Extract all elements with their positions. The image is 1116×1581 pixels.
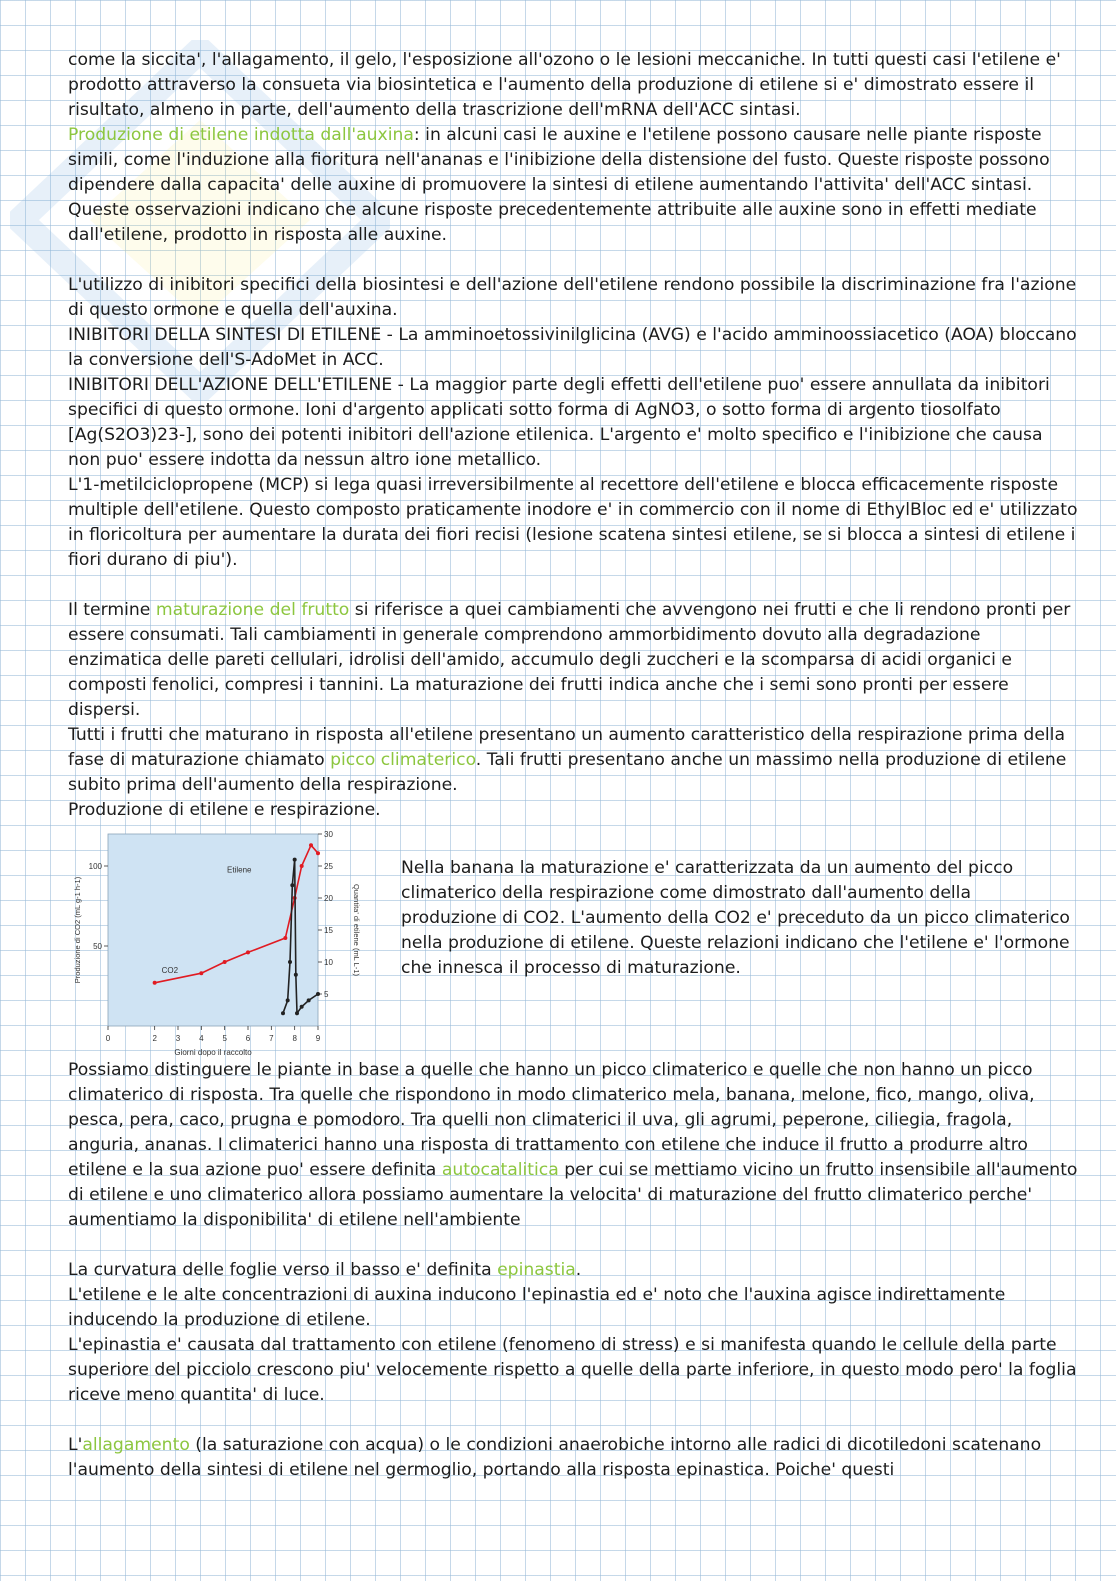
data-point-etilene: [300, 1005, 304, 1009]
data-point-etilene: [281, 1011, 285, 1015]
text-run: si riferisce a quei cambiamenti che avvengono nei frutti e che li rendono pronti per essere consumati. Tali cambiamenti in generale comprendono ammorbidimento dovuto alla degradazione enzimatica delle pareti cellulari, idrolisi dell'amido, accumulo degli zuccheri e la scomparsa di acidi organici e composti fenolici, compresi i tannini. La maturazione dei frutti indica anche che i semi sono pronti per essere dispersi.: [68, 600, 1071, 720]
highlighted-term: autocatalitica: [441, 1160, 559, 1180]
data-point-co2: [223, 960, 227, 964]
y-right-tick-label: 30: [324, 830, 333, 839]
x-tick-label: 9: [315, 1034, 321, 1043]
paragraph: [68, 1258, 1078, 1283]
text-run: Possiamo distinguere le piante in base a quelle che hanno un picco climaterico e quelle che non hanno un picco climaterico di risposta. Tra quelle che rispondono in modo climaterico mela, banana, melone, fico, mango, oliva, pesca, pera, caco, prugna e pomodoro. Tra quelli non climaterici il uva, gli agrumi, peperone, ciliegia, fragola, anguria, ananas. I climaterici hanno una risposta di trattamento con etilene che induce il frutto a produrre altro etilene e la sua azione puo' essere definita: [68, 1060, 1035, 1180]
paragraph: [68, 1283, 1078, 1333]
text-run: Il termine: [68, 600, 156, 620]
text-run: : in alcuni casi le auxine e l'etilene possono causare nelle piante risposte simili, come l'induzione alla fioritura nell'ananas e l'inibizione della distensione del fusto. Queste risposte possono dipendere dalla capacita' delle auxine di promuovere la sintesi di etilene aumentando l'attivita' dell'ACC sintasi. Queste osservazioni indicano che alcune risposte precedentemente attribuite alle auxine sono in effetti mediate dall'etilene, prodotto in risposta alle auxine.: [68, 125, 1050, 245]
series-label-etilene: Etilene: [227, 865, 252, 875]
paragraph: [68, 48, 1078, 123]
page-content: [68, 48, 1078, 1483]
text-block-bottom: [68, 1058, 1078, 1483]
paragraph-spacer: [68, 248, 1078, 273]
x-tick-label: 3: [175, 1034, 181, 1043]
chart-ethylene-respiration: [68, 826, 368, 1058]
text-run: (la saturazione con acqua) o le condizioni anaerobiche intorno alle radici di dicotiledoni scatenano l'aumento della sintesi di etilene nel germoglio, portando alla risposta epinastica. Poiche' questi: [68, 1435, 1042, 1480]
x-tick-label: 2: [152, 1034, 157, 1043]
data-point-co2: [309, 843, 313, 847]
text-run: . Tali frutti presentano anche un massimo nella produzione di etilene subito prima dell'aumento della respirazione.: [68, 750, 1067, 795]
data-point-co2: [283, 936, 287, 940]
paragraph: [68, 323, 1078, 373]
x-axis-label: Giorni dopo il raccolto: [174, 1048, 252, 1057]
highlighted-term: Produzione di etilene indotta dall'auxina: [68, 125, 414, 145]
data-point-etilene: [290, 883, 294, 887]
paragraph: [68, 1058, 1078, 1233]
y-right-tick-label: 5: [324, 990, 329, 999]
text-run: come la siccita', l'allagamento, il gelo, l'esposizione all'ozono o le lesioni meccaniche. In tutti questi casi l'etilene e' prodotto attraverso la consueta via biosintetica e l'aumento della produzione di etilene si e' dimostrato essere il risultato, almeno in parte, dell'aumento della trascrizione dell'mRNA dell'ACC sintasi.: [68, 50, 1061, 120]
data-point-etilene: [288, 960, 292, 964]
chart-svg: [68, 826, 368, 1058]
paragraph-spacer: [68, 573, 1078, 598]
text-run: L': [68, 1435, 83, 1455]
paragraph-spacer: [68, 1233, 1078, 1258]
x-tick-label: 5: [222, 1034, 227, 1043]
text-run: L'epinastia e' causata dal trattamento con etilene (fenomeno di stress) e si manifesta quando le cellule della parte superiore del picciolo crescono piu' velocemente rispetto a quelle della parte inferiore, in questo modo pero' la foglia riceve meno quantita' di luce.: [68, 1335, 1077, 1405]
text-run: L'utilizzo di inibitori specifici della biosintesi e dell'azione dell'etilene rendono possibile la discriminazione fra l'azione di questo ormone e quella dell'auxina.: [68, 275, 1077, 320]
figure-row: [68, 826, 1078, 1058]
paragraph: [68, 373, 1078, 473]
paragraph-spacer: [68, 1408, 1078, 1433]
highlighted-term: picco climaterico: [330, 750, 476, 770]
highlighted-term: epinastia: [497, 1260, 576, 1280]
data-point-co2: [300, 864, 304, 868]
y-right-tick-label: 20: [324, 894, 333, 903]
x-tick-label: 0: [105, 1034, 111, 1043]
text-run: L'1-metilciclopropene (MCP) si lega quasi irreversibilmente al recettore dell'etilene e blocca efficacemente risposte multiple dell'etilene. Questo composto praticamente inodore e' in commercio con il nome di EthylBloc ed e' utilizzato in floricoltura per aumentare la durata dei fiori recisi (lesione scatena sintesi etilene, se si blocca a sintesi di etilene i fiori durano di piu').: [68, 475, 1078, 570]
text-run: .: [575, 1260, 582, 1280]
text-run: INIBITORI DELL'AZIONE DELL'ETILENE - La maggior parte degli effetti dell'etilene puo' essere annullata da inibitori specifici di questo ormone. Ioni d'argento applicati sotto forma di AgNO3, o sotto forma di argento tiosolfato [Ag(S2O3)23-], sono dei potenti inibitori dell'azione etilenica. L'argento e' molto specifico e l'inibizione che causa non puo' essere indotta da nessun altro ione metallico.: [68, 375, 1050, 470]
text-run: Tutti i frutti che maturano in risposta all'etilene presentano un aumento caratteristico della respirazione prima della fase di maturazione chiamato: [68, 725, 1065, 770]
data-point-co2: [153, 981, 157, 985]
data-point-etilene: [286, 998, 290, 1002]
data-point-etilene: [293, 858, 297, 862]
data-point-co2: [199, 971, 203, 975]
data-point-etilene: [295, 1011, 299, 1015]
y-left-tick-label: 50: [93, 942, 102, 951]
y-right-axis-label: Quantita' di etilene (mL L-1): [352, 883, 361, 977]
text-run: Produzione di etilene e respirazione.: [68, 800, 381, 820]
text-run: L'etilene e le alte concentrazioni di auxina inducono l'epinastia ed e' noto che l'auxina agisce indirettamente inducendo la produzione di etilene.: [68, 1285, 1006, 1330]
paragraph: [68, 723, 1078, 798]
data-point-co2: [246, 950, 250, 954]
text-block-top: [68, 48, 1078, 823]
highlighted-term: maturazione del frutto: [155, 600, 350, 620]
data-point-etilene: [294, 973, 298, 977]
x-tick-label: 6: [245, 1034, 251, 1043]
text-run: INIBITORI DELLA SINTESI DI ETILENE - La amminoetossivinilglicina (AVG) e l'acido amminoossiacetico (AOA) bloccano la conversione dell'S-AdoMet in ACC.: [68, 325, 1077, 370]
y-right-tick-label: 10: [324, 958, 333, 967]
text-run: La curvatura delle foglie verso il basso e' definita: [68, 1260, 498, 1280]
text-run: per cui se mettiamo vicino un frutto insensibile all'aumento di etilene e uno climaterico allora possiamo aumentare la velocita' di maturazione del frutto climaterico perche' aumentiamo la disponibilita' di etilene nell'ambiente: [68, 1160, 1078, 1230]
x-tick-label: 7: [269, 1034, 274, 1043]
highlighted-term: allagamento: [82, 1435, 190, 1455]
paragraph: [68, 273, 1078, 323]
data-point-etilene: [316, 992, 320, 996]
y-left-axis-label: Produzione di CO2 (mL g-1 h-1): [73, 876, 82, 984]
paragraph: [68, 473, 1078, 573]
paragraph: [68, 1333, 1078, 1408]
data-point-co2: [316, 851, 320, 855]
data-point-etilene: [307, 998, 311, 1002]
y-left-tick-label: 100: [88, 862, 102, 871]
paragraph: [68, 123, 1078, 248]
y-right-tick-label: 25: [324, 862, 333, 871]
x-tick-label: 8: [292, 1034, 297, 1043]
paragraph: [68, 1433, 1078, 1483]
y-right-tick-label: 15: [324, 926, 333, 935]
series-label-co2: CO2: [161, 965, 179, 975]
paragraph: [68, 798, 1078, 823]
paragraph: [68, 598, 1078, 723]
figure-caption: Nella banana la maturazione e' caratterizzata da un aumento del picco climaterico della respirazione come dimostrato dall'aumento della produzione di CO2. L'aumento della CO2 e' preceduto da un picco climaterico nella produzione di etilene. Queste relazioni indicano che l'etilene e' l'ormone che innesca il processo di maturazione.: [401, 858, 1070, 978]
x-tick-label: 4: [199, 1034, 204, 1043]
